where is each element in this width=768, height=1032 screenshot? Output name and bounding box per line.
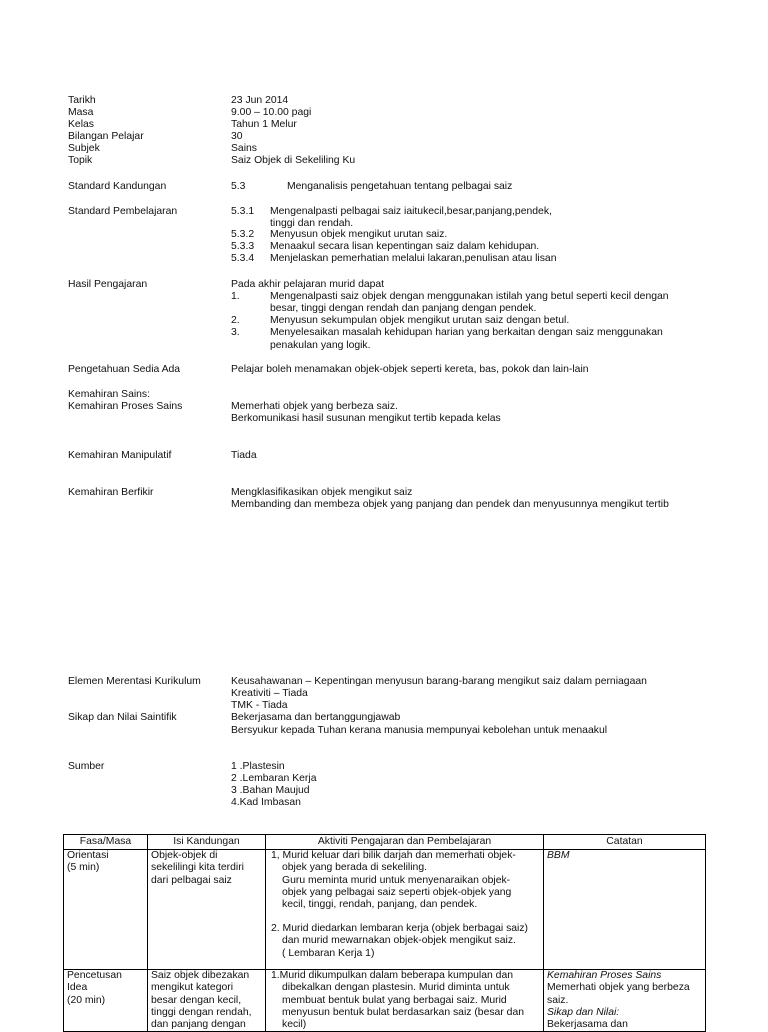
label-masa: Masa xyxy=(68,107,94,118)
label-standard-pembelajaran: Standard Pembelajaran xyxy=(68,206,178,217)
row2-aktiviti xyxy=(266,970,544,1032)
row2-aktiviti-line: menyusun bentuk bulat berdasarkan saiz (besar dan xyxy=(282,1006,525,1018)
elemen-line-1: Keusahawanan – Kepentingan menyusun barang-barang mengikut saiz dalam perniagaan xyxy=(231,676,647,687)
sp-text-3: Menaakul secara lisan kepentingan saiz dalam kehidupan. xyxy=(270,241,540,252)
row2-aktiviti-line: kecil) xyxy=(282,1019,307,1031)
header-catatan: Catatan xyxy=(544,835,706,850)
row2-isi-line: besar dengan kecil, xyxy=(151,994,242,1006)
sp-num-2: 5.3.2 xyxy=(231,229,255,240)
kemahiran-sains-line-1: Memerhati objek yang berbeza saiz. xyxy=(231,401,398,412)
value-pengetahuan: Pelajar boleh menamakan objek-objek seperti kereta, bas, pokok dan lain-lain xyxy=(231,364,589,375)
label-subjek: Subjek xyxy=(68,143,100,154)
row2-isi-line: dan panjang dengan xyxy=(151,1019,246,1031)
hasil-text-1b: besar, tinggi dengan rendah dan panjang dengan pendek. xyxy=(270,303,537,314)
row1-aktiviti-line: 1, Murid keluar dari bilik darjah dan memerhati objek- xyxy=(271,850,516,862)
value-kemahiran-manipulatif: Tiada xyxy=(231,450,257,461)
row2-fasa xyxy=(64,970,148,1032)
value-kelas: Tahun 1 Melur xyxy=(231,119,297,130)
sikap-line-1: Bekerjasama dan bertanggungjawab xyxy=(231,712,401,723)
hasil-text-2: Menyusun sekumpulan objek mengikut urutan saiz dengan betul. xyxy=(270,315,570,326)
label-standard-kandungan: Standard Kandungan xyxy=(68,181,167,192)
row1-aktiviti-line: kecil, tinggi, rendah, panjang, dan pendek. xyxy=(282,899,478,911)
row2-isi xyxy=(148,970,266,1032)
row1-aktiviti xyxy=(266,850,544,970)
sumber-line-4: 4.Kad Imbasan xyxy=(231,797,301,808)
row1-aktiviti-line: Guru meminta murid untuk menyenaraikan objek- xyxy=(282,874,511,886)
kemahiran-berfikir-line-2: Membanding dan membeza objek yang panjang dan pendek dan menyusunnya mengikut tertib xyxy=(231,499,669,510)
row2-aktiviti-line: dibekalkan dengan plastesin. Murid diminta untuk xyxy=(282,982,510,994)
sp-text-1b: tinggi dan rendah. xyxy=(270,218,354,229)
kemahiran-sains-line-2: Berkomunikasi hasil susunan mengikut tertib kepada kelas xyxy=(231,413,501,424)
row2-fasa-line: (20 min) xyxy=(67,994,106,1006)
label-kemahiran-sains: Kemahiran Sains: xyxy=(68,389,151,400)
row1-aktiviti-line: dan murid mewarnakan objek-objek mengikut saiz. xyxy=(282,935,516,947)
sp-text-2: Menyusun objek mengikut urutan saiz. xyxy=(270,229,448,240)
row2-catatan-line: Memerhati objek yang berbeza xyxy=(547,982,690,994)
row1-isi-line: sekelilingi kita terdiri xyxy=(151,862,244,874)
table-row xyxy=(64,970,706,1032)
header-aktiviti: Aktiviti Pengajaran dan Pembelajaran xyxy=(266,835,544,850)
table-row xyxy=(64,850,706,970)
sp-text-1a: Mengenalpasti pelbagai saiz iaitukecil,besar,panjang,pendek, xyxy=(270,206,552,217)
label-kelas: Kelas xyxy=(68,119,94,130)
row1-aktiviti-line: ( Lembaran Kerja 1) xyxy=(282,947,375,959)
row1-aktiviti-line: 2. Murid diedarkan lembaran kerja (objek berbagai saiz) xyxy=(271,923,529,935)
label-sikap: Sikap dan Nilai Saintifik xyxy=(68,712,177,723)
row1-fasa-line: Orientasi xyxy=(67,850,109,862)
value-topik: Saiz Objek di Sekeliling Ku xyxy=(231,155,356,166)
header-isi: Isi Kandungan xyxy=(148,835,266,850)
row2-isi-line: tinggi dengan rendah, xyxy=(151,1006,252,1018)
header-fasa: Fasa/Masa xyxy=(64,835,148,850)
hasil-num-1: 1. xyxy=(231,291,240,302)
hasil-num-3: 3. xyxy=(231,327,240,338)
label-bilangan: Bilangan Pelajar xyxy=(68,131,144,142)
hasil-text-3b: penakulan yang logik. xyxy=(270,340,371,351)
kemahiran-berfikir-line-1: Mengklasifikasikan objek mengikut saiz xyxy=(231,487,413,498)
activity-table xyxy=(63,834,706,1032)
row2-aktiviti-line: membuat bentuk bulat yang berbagai saiz. Murid xyxy=(282,994,507,1006)
hasil-intro: Pada akhir pelajaran murid dapat xyxy=(231,279,385,290)
row2-isi-line: mengikut kategori xyxy=(151,982,234,994)
label-kemahiran-manipulatif: Kemahiran Manipulatif xyxy=(68,450,172,461)
standard-kandungan-text: Menganalisis pengetahuan tentang pelbagai saiz xyxy=(287,181,513,192)
sumber-line-2: 2 .Lembaran Kerja xyxy=(231,773,317,784)
hasil-text-1a: Mengenalpasti saiz objek dengan menggunakan istilah yang betul seperti kecil dengan xyxy=(270,291,669,302)
label-kemahiran-berfikir: Kemahiran Berfikir xyxy=(68,487,154,498)
row1-fasa xyxy=(64,850,148,970)
hasil-num-2: 2. xyxy=(231,315,240,326)
label-kemahiran-proses: Kemahiran Proses Sains xyxy=(68,401,183,412)
row1-isi-line: dari pelbagai saiz xyxy=(151,874,232,886)
sp-text-4: Menjelaskan pemerhatian melalui lakaran,penulisan atau lisan xyxy=(270,253,557,264)
row1-aktiviti-line: objek yang berada di sekeliling. xyxy=(282,862,427,874)
row2-catatan-line: Kemahiran Proses Sains xyxy=(547,970,662,982)
value-masa: 9.00 – 10.00 pagi xyxy=(231,107,312,118)
row1-fasa-line: (5 min) xyxy=(67,862,100,874)
label-tarikh: Tarikh xyxy=(68,95,96,106)
row1-isi-line: Objek-objek di xyxy=(151,850,218,862)
label-topik: Topik xyxy=(68,155,93,166)
row1-isi xyxy=(148,850,266,970)
sp-num-4: 5.3.4 xyxy=(231,253,255,264)
hasil-text-3a: Menyelesaikan masalah kehidupan harian yang berkaitan dengan saiz menggunakan xyxy=(270,327,663,338)
row2-fasa-line: Pencetusan xyxy=(67,970,122,982)
row2-catatan xyxy=(544,970,706,1032)
row1-aktiviti-line: objek yang pelbagai saiz seperti objek-objek yang xyxy=(282,886,512,898)
standard-kandungan-num: 5.3 xyxy=(231,181,246,192)
elemen-line-3: TMK - Tiada xyxy=(231,700,288,711)
value-bilangan: 30 xyxy=(231,131,243,142)
row1-catatan xyxy=(544,850,706,970)
value-subjek: Sains xyxy=(231,143,257,154)
sikap-line-2: Bersyukur kepada Tuhan kerana manusia mempunyai kebolehan untuk menaakul xyxy=(231,725,608,736)
label-sumber: Sumber xyxy=(68,761,105,772)
row2-fasa-line: Idea xyxy=(67,982,88,994)
sumber-line-3: 3 .Bahan Maujud xyxy=(231,785,310,796)
value-tarikh: 23 Jun 2014 xyxy=(231,95,289,106)
label-pengetahuan: Pengetahuan Sedia Ada xyxy=(68,364,181,375)
elemen-line-2: Kreativiti – Tiada xyxy=(231,688,308,699)
row1-aktiviti-spacer xyxy=(271,911,540,923)
row2-catatan-line: saiz. xyxy=(547,994,569,1006)
label-elemen: Elemen Merentasi Kurikulum xyxy=(68,676,201,687)
row1-catatan-line: BBM xyxy=(547,850,570,862)
label-hasil-pengajaran: Hasil Pengajaran xyxy=(68,279,148,290)
sp-num-3: 5.3.3 xyxy=(231,241,255,252)
sp-num-1: 5.3.1 xyxy=(231,206,255,217)
row2-aktiviti-line: 1.Murid dikumpulkan dalam beberapa kumpulan dan xyxy=(271,970,514,982)
row2-catatan-line: Bekerjasama dan xyxy=(547,1019,628,1031)
table-header-row xyxy=(64,835,706,850)
row2-catatan-line: Sikap dan Nilai: xyxy=(547,1006,620,1018)
row2-isi-line: Saiz objek dibezakan xyxy=(151,970,250,982)
sumber-line-1: 1 .Plastesin xyxy=(231,761,285,772)
